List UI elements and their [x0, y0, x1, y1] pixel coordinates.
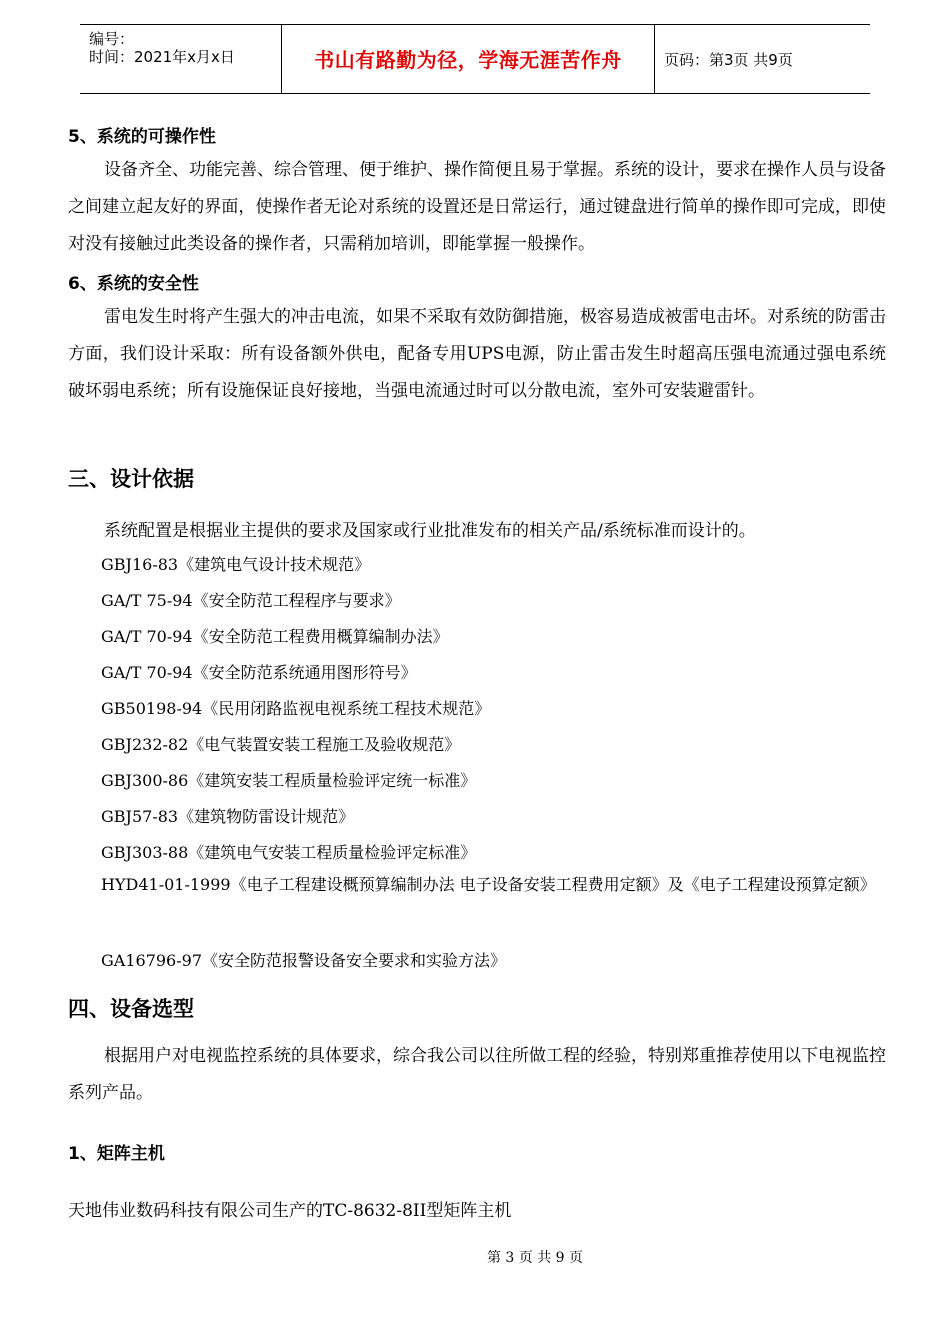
section-5-heading: 5、系统的可操作性: [68, 127, 216, 147]
reference-item: GBJ57-83《建筑物防雷设计规范》: [101, 807, 355, 826]
section-5-paragraph: 设备齐全、功能完善、综合管理、便于维护、操作简便且易于掌握。系统的设计，要求在操作人员与设备之间建立起友好的界面，使操作者无论对系统的设置还是日常运行，通过键盘进行简单的操作即可完成，即使对没有接触过此类设备的操作者，只需稍加培训，即能掌握一般操作。: [68, 160, 886, 254]
chapter-3-intro: 系统配置是根据业主提供的要求及国家或行业批准发布的相关产品/系统标准而设计的。: [104, 521, 756, 541]
reference-item: GA/T 70-94《安全防范系统通用图形符号》: [101, 663, 417, 682]
reference-item: GBJ232-82《电气装置安装工程施工及验收规范》: [101, 735, 461, 754]
reference-item: GBJ16-83《建筑电气设计技术规范》: [101, 555, 371, 574]
reference-item: GBJ300-86《建筑安装工程质量检验评定统一标准》: [101, 771, 477, 790]
page-header: [80, 24, 870, 94]
reference-item: HYD41-01-1999《电子工程建设概预算编制办法 电子设备安装工程费用定额》及《电子工程建设预算定额》: [101, 875, 876, 894]
section-6-paragraph: 雷电发生时将产生强大的冲击电流，如果不采取有效防御措施，极容易造成被雷电击坏。对系统的防雷击方面，我们设计采取：所有设备额外供电，配备专用UPS电源，防止雷击发生时超高压强电流通过强电系统破坏弱电系统；所有设施保证良好接地，当强电流通过时可以分散电流，室外可安装避雷针。: [68, 307, 886, 401]
header-motto: 书山有路勤为径，学海无涯苦作舟: [314, 48, 622, 72]
chapter-4-sub1-heading: 1、矩阵主机: [68, 1144, 165, 1164]
header-meta-cell: [80, 25, 281, 93]
chapter-4-heading: 四、设备选型: [68, 997, 194, 1021]
reference-item: GBJ303-88《建筑电气安装工程质量检验评定标准》: [101, 843, 477, 862]
chapter-3-heading: 三、设计依据: [68, 467, 194, 491]
document-time: 时间：2021年x月x日: [89, 48, 235, 66]
reference-item: GA/T 70-94《安全防范工程费用概算编制办法》: [101, 627, 449, 646]
reference-item: GB50198-94《民用闭路监视电视系统工程技术规范》: [101, 699, 491, 718]
reference-item: GA/T 75-94《安全防范工程程序与要求》: [101, 591, 401, 610]
document-number-label: 编号：: [89, 30, 135, 48]
page-footer: 第 3 页 共 9 页: [486, 1250, 584, 1266]
reference-item: GA16796-97《安全防范报警设备安全要求和实验方法》: [101, 951, 507, 970]
header-page-code: 页码：第3页 共9页: [664, 51, 793, 69]
chapter-4-sub1-text: 天地伟业数码科技有限公司生产的TC-8632-8II型矩阵主机: [68, 1201, 512, 1221]
section-6-heading: 6、系统的安全性: [68, 274, 199, 294]
chapter-4-paragraph: 根据用户对电视监控系统的具体要求，综合我公司以往所做工程的经验，特别郑重推荐使用以下电视监控系列产品。: [68, 1046, 886, 1103]
header-page-cell: [655, 25, 870, 93]
header-motto-cell: [281, 25, 655, 93]
